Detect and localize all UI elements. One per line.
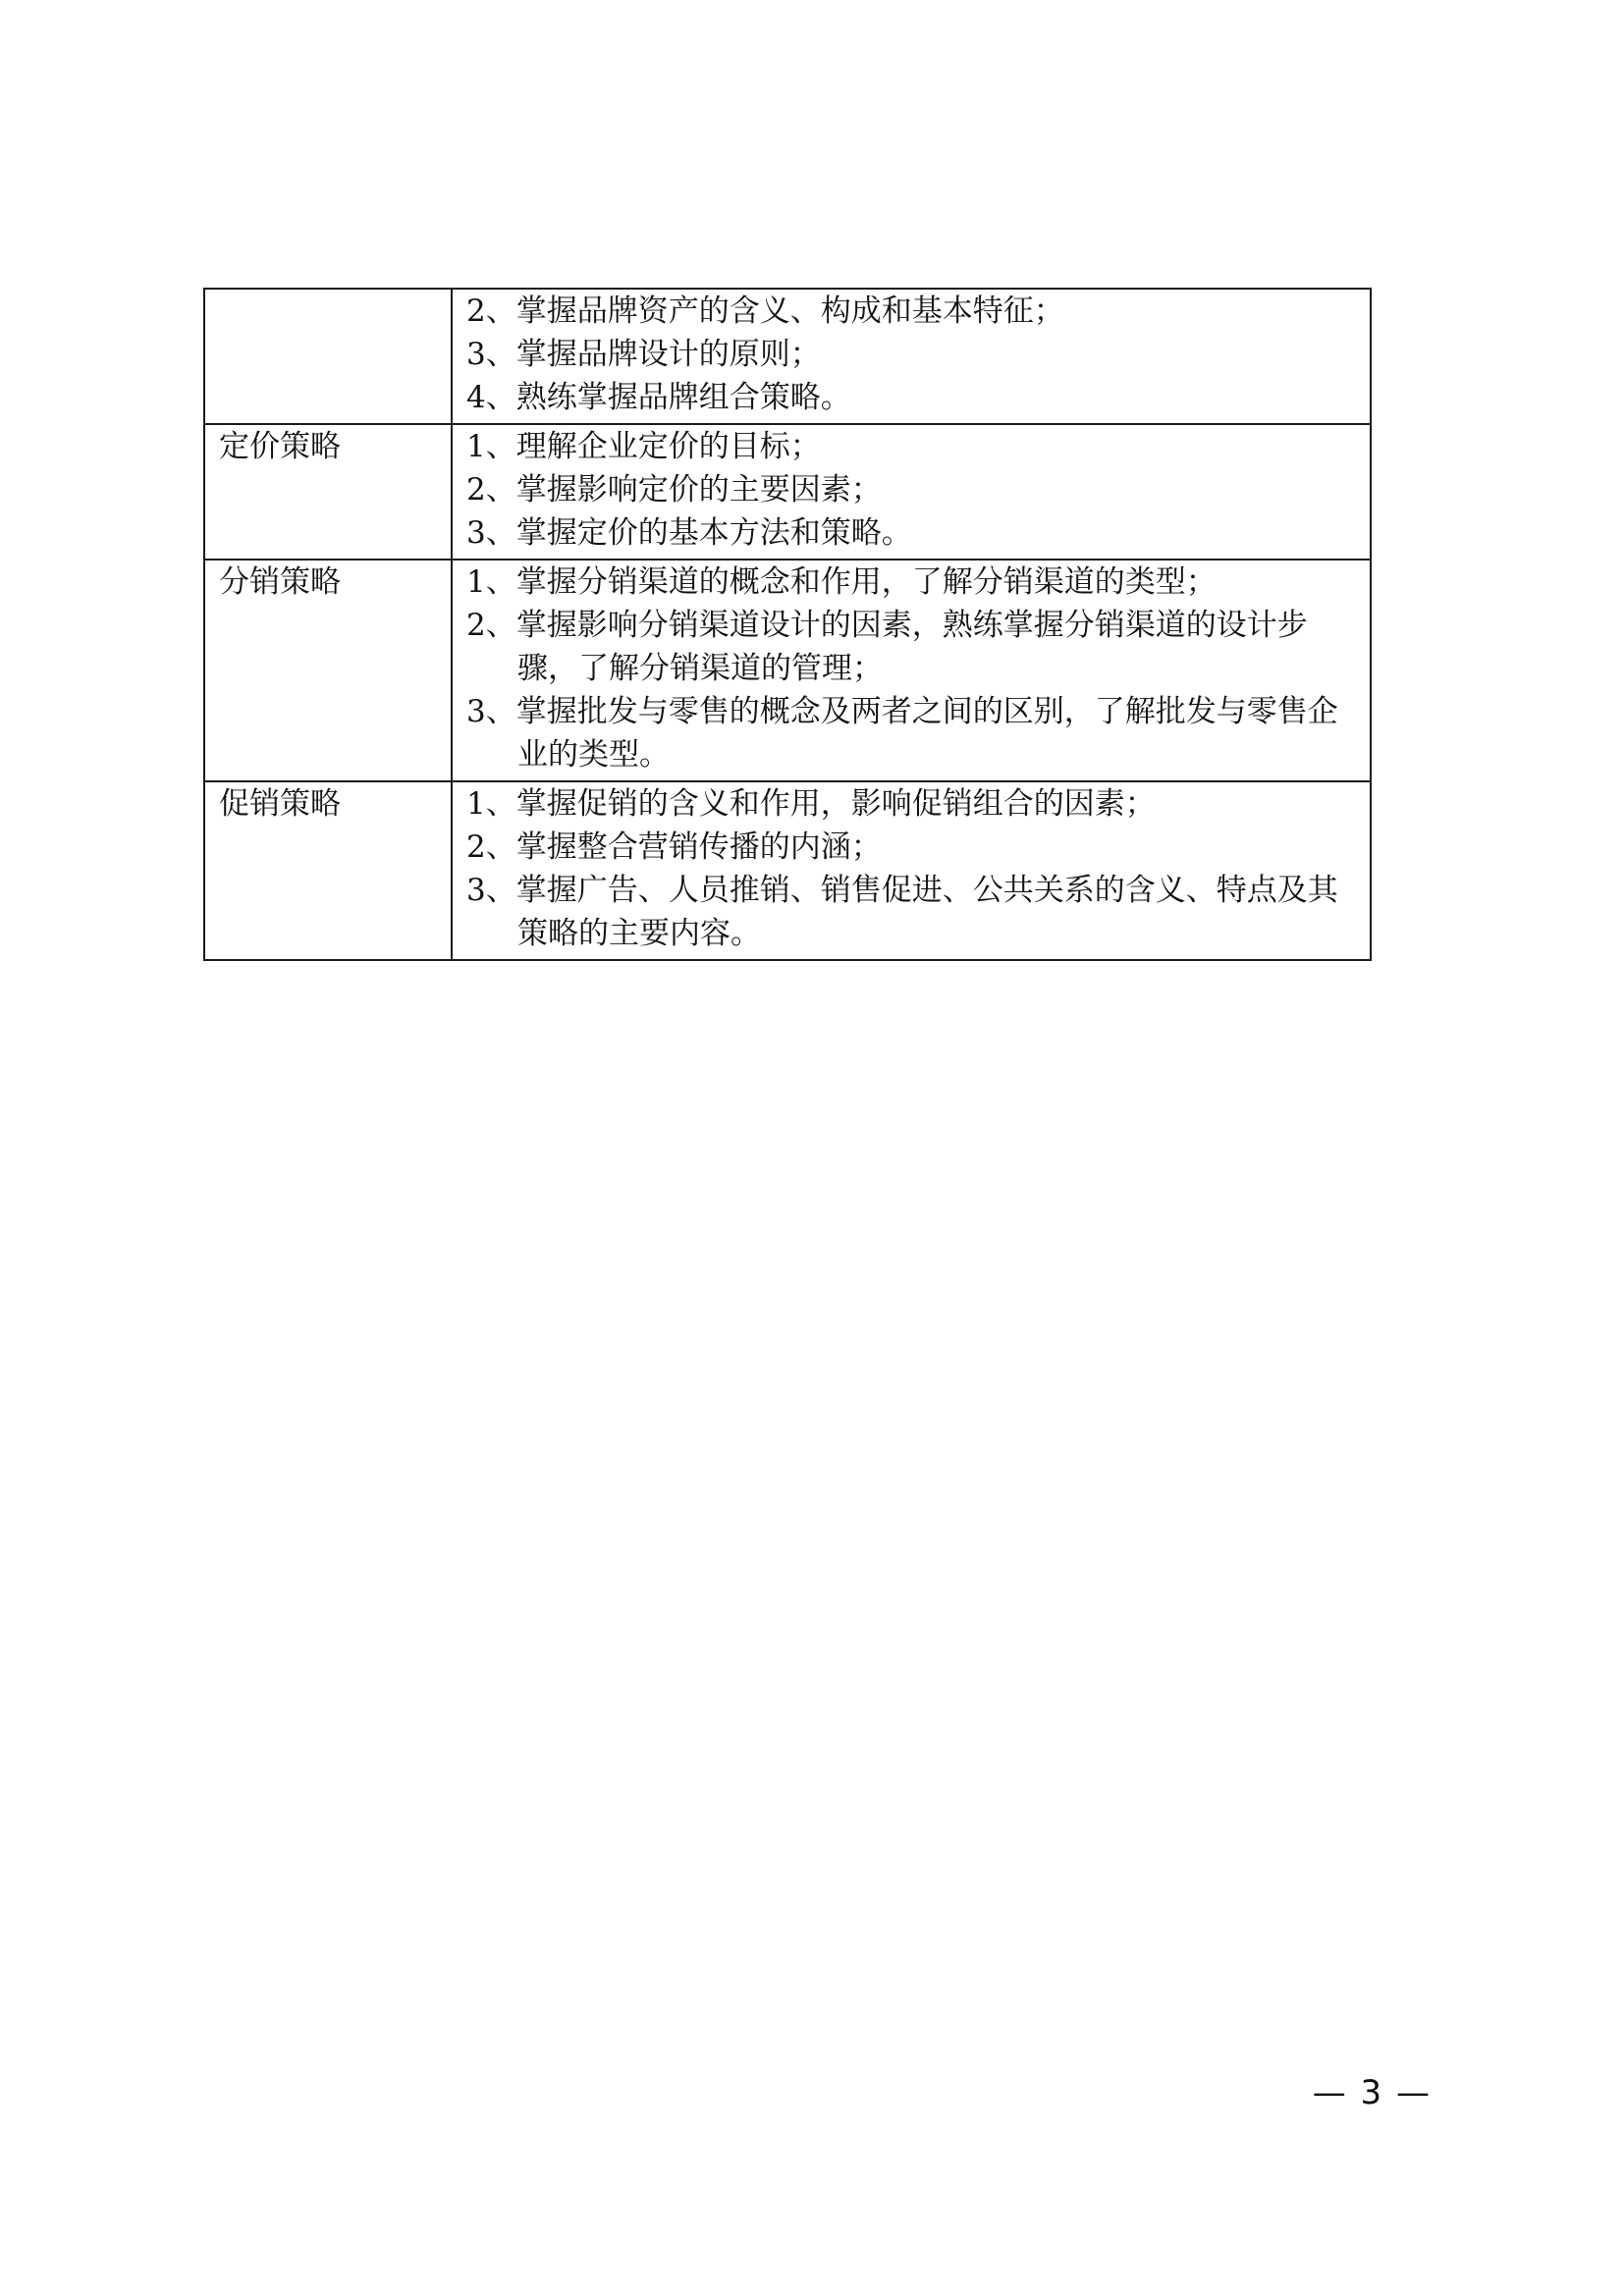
page-number: — 3 — bbox=[1312, 2073, 1432, 2112]
requirements-cell bbox=[452, 781, 1371, 960]
table-row-branding-continued bbox=[204, 289, 1371, 424]
table-row-pricing bbox=[204, 424, 1371, 560]
requirement-item: 1、理解企业定价的目标； bbox=[466, 429, 821, 464]
requirement-item: 3、掌握定价的基本方法和策略。 bbox=[466, 515, 912, 551]
requirements-cell bbox=[452, 289, 1371, 424]
table-row-distribution bbox=[204, 560, 1371, 781]
topic-label: 促销策略 bbox=[219, 786, 341, 822]
requirement-item: 2、掌握整合营销传播的内涵； bbox=[466, 829, 882, 865]
topic-cell bbox=[204, 424, 452, 560]
requirement-item: 2、掌握影响定价的主要因素； bbox=[466, 472, 882, 507]
requirements-cell bbox=[452, 560, 1371, 781]
table-row-promotion bbox=[204, 781, 1371, 960]
requirement-item: 2、掌握品牌资产的含义、构成和基本特征； bbox=[466, 294, 1064, 329]
topic-cell bbox=[204, 289, 452, 424]
requirements-cell bbox=[452, 424, 1371, 560]
requirement-item: 2、掌握影响分销渠道设计的因素，熟练掌握分销渠道的设计步骤，了解分销渠道的管理； bbox=[466, 608, 1308, 686]
requirement-item: 3、掌握广告、人员推销、销售促进、公共关系的含义、特点及其策略的主要内容。 bbox=[466, 873, 1338, 951]
requirement-item: 3、掌握批发与零售的概念及两者之间的区别，了解批发与零售企业的类型。 bbox=[466, 694, 1338, 773]
requirement-item: 1、掌握分销渠道的概念和作用，了解分销渠道的类型； bbox=[466, 564, 1217, 600]
requirement-item: 4、熟练掌握品牌组合策略。 bbox=[466, 380, 851, 415]
topic-cell bbox=[204, 781, 452, 960]
requirement-item: 3、掌握品牌设计的原则； bbox=[466, 337, 821, 372]
topic-label: 分销策略 bbox=[219, 564, 341, 600]
requirement-item: 1、掌握促销的含义和作用，影响促销组合的因素； bbox=[466, 786, 1156, 822]
syllabus-table bbox=[203, 288, 1372, 961]
topic-cell bbox=[204, 560, 452, 781]
topic-label: 定价策略 bbox=[219, 429, 341, 464]
